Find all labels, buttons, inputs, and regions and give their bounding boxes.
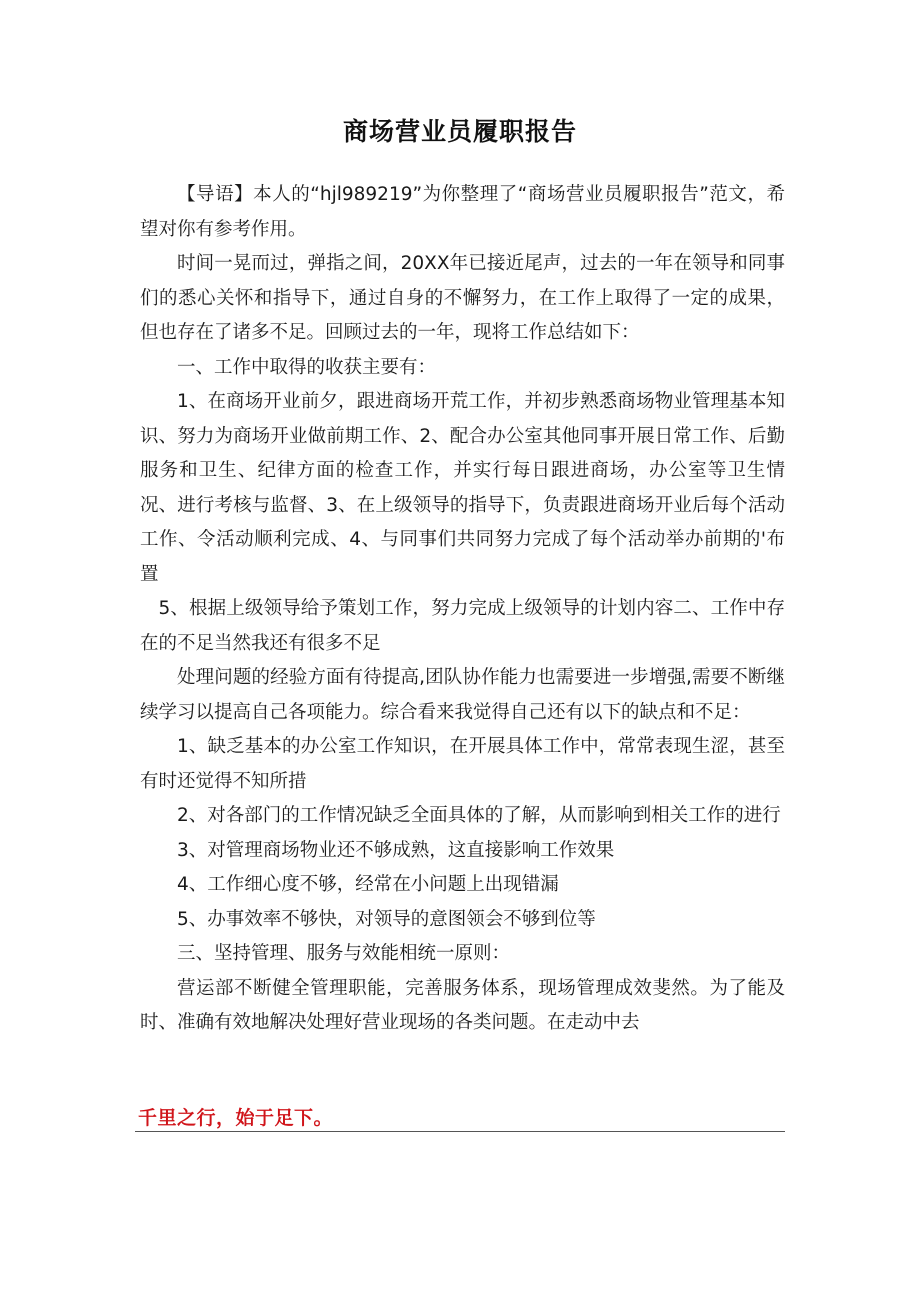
- footer-divider: [135, 1131, 785, 1132]
- list-item: 1、缺乏基本的办公室工作知识，在开展具体工作中，常常表现生涩，甚至有时还觉得不知所措: [140, 736, 785, 792]
- body-paragraph: 营运部不断健全管理职能，完善服务体系，现场管理成效斐然。为了能及时、准确有效地解决处理好营业现场的各类问题。在走动中去: [140, 977, 785, 1033]
- list-item: 2、对各部门的工作情况缺乏全面具体的了解，从而影响到相关工作的进行: [177, 805, 781, 826]
- body-paragraph: 5、根据上级领导给予策划工作，努力完成上级领导的计划内容二、工作中存在的不足当然我还有很多不足: [140, 598, 785, 654]
- intro-paragraph: 【导语】本人的“hjl989219”为你整理了“商场营业员履职报告”范文，希望对你有参考作用。: [140, 184, 785, 240]
- section-heading: 一、工作中取得的收获主要有：: [177, 356, 437, 378]
- section-heading: 三、坚持管理、服务与效能相统一原则：: [177, 943, 511, 964]
- body-paragraph: 时间一晃而过，弹指之间，20XX年已接近尾声，过去的一年在领导和同事们的悉心关怀和指导下，通过自身的不懈努力，在工作上取得了一定的成果，但也存在了诸多不足。回顾过去的一年，现将工作总结如下：: [140, 253, 785, 343]
- document-body: [140, 178, 785, 1041]
- list-item: 4、工作细心度不够，经常在小问题上出现错漏: [177, 874, 559, 895]
- list-item: 3、对管理商场物业还不够成熟，这直接影响工作效果: [177, 839, 615, 861]
- body-paragraph: 处理问题的经验方面有待提高,团队协作能力也需要进一步增强,需要不断继续学习以提高自己各项能力。综合看来我觉得自己还有以下的缺点和不足：: [140, 667, 785, 723]
- document-title: 商场营业员履职报告: [342, 117, 577, 146]
- list-item: 5、办事效率不够快，对领导的意图领会不够到位等: [177, 908, 596, 930]
- footer-motto: 千里之行，始于足下。: [138, 1107, 334, 1129]
- body-paragraph: 1、在商场开业前夕，跟进商场开荒工作，并初步熟悉商场物业管理基本知识、努力为商场开业做前期工作、2、配合办公室其他同事开展日常工作、后勤服务和卫生、纪律方面的检查工作，并实行每日跟进商场，办公室等卫生情况、进行考核与监督、3、在上级领导的指导下，负责跟进商场开业后每个活动工作、令活动顺利完成、4、与同事们共同努力完成了每个活动举办前期的'布置: [140, 391, 785, 585]
